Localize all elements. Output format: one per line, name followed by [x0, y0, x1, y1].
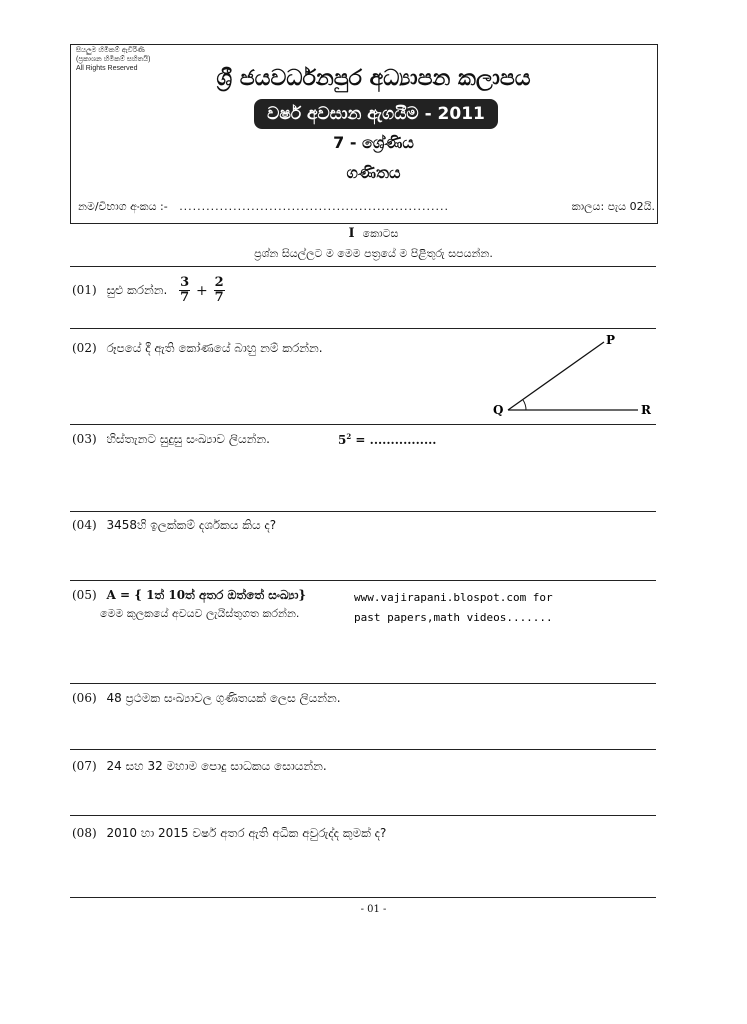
- website-line: past papers,math videos.......: [354, 611, 553, 624]
- question-06: [72, 691, 341, 706]
- exponent-power: 2: [346, 432, 352, 441]
- answer-line: [70, 424, 656, 425]
- question-number: (08): [72, 826, 97, 840]
- instruction-text: ප්‍රශ්න සියල්ලට ම මෙම පත්‍රයේ ම පිළිතුරු සපයන්න.: [254, 247, 493, 260]
- question-text: 24 සහ 32 මහාම පොදු සාධකය සොයන්න.: [106, 759, 327, 773]
- copyright-line: සියලුම හිමිකම් ඇවිරිණි: [76, 47, 145, 54]
- answer-line: [70, 749, 656, 750]
- website-note: [354, 588, 553, 628]
- question-03: [72, 432, 270, 447]
- question-text: A = { 1ත් 10ත් අතර ඔත්තේ සංඛ්‍යා}: [106, 588, 307, 602]
- question-number: (07): [72, 759, 97, 773]
- exponent-base: 5: [338, 433, 347, 447]
- question-05: [72, 588, 306, 603]
- answer-line: [70, 328, 656, 329]
- question-text: රූපයේ දී ඇති කෝණයේ බාහු නම් කරන්න.: [106, 341, 323, 355]
- question-text: සුළු කරන්න.: [106, 283, 168, 297]
- question-text: 2010 හා 2015 වර්ෂ අතර ඇති අධික අවුරුද්ද කුමක් ද?: [106, 826, 387, 840]
- org-title: ශ්‍රී ජයවර්ධනපුර අධ්‍යාපන කලාපය: [216, 66, 531, 91]
- question-text: හිස්තැනට සුදුසු සංඛ්‍යාව ලියන්න.: [106, 432, 270, 446]
- angle-arc: [523, 400, 526, 410]
- point-q-label: Q: [493, 403, 504, 417]
- angle-arm-qp: [508, 342, 604, 410]
- divider-line: [70, 266, 656, 267]
- question-subtext: මෙම කුලකයේ අවයව ලැයිස්තුගත කරන්න.: [100, 607, 300, 620]
- question-02: [72, 341, 323, 356]
- question-text: 48 ප්‍රථමක සංඛ්‍යාවල ගුණිතයක් ලෙස ලියන්න.: [106, 691, 341, 705]
- time-label: කාලය: පැය 02යි.: [571, 200, 655, 213]
- point-p-label: P: [606, 333, 616, 347]
- answer-line: [70, 580, 656, 581]
- question-number: (06): [72, 691, 97, 705]
- plus-operator: +: [196, 282, 208, 299]
- page-number: - 01 -: [360, 904, 387, 915]
- name-label: නම/විභාග අංකය :-: [78, 200, 168, 213]
- fraction: [179, 276, 190, 305]
- section-title: කොටස: [362, 227, 399, 240]
- section-heading: [0, 226, 747, 241]
- question-07: [72, 759, 327, 774]
- question-08: [72, 826, 386, 841]
- question-number: (03): [72, 432, 97, 446]
- answer-blank: = ................: [351, 433, 437, 447]
- exam-title-banner: වර්ෂ අවසාන ඇගයීම - 2011: [254, 99, 498, 129]
- exponent-answer: [338, 432, 437, 447]
- answer-line: [70, 511, 656, 512]
- fraction-numerator: 3: [180, 275, 190, 290]
- answer-line: [70, 815, 656, 816]
- question-04: [72, 518, 276, 533]
- copyright-line: All Rights Reserved: [76, 65, 138, 72]
- copyright-line: (ප්‍රකාශන හිමිකම් සහිතයි): [76, 56, 151, 63]
- angle-figure: [490, 330, 660, 422]
- question-number: (05): [72, 588, 97, 602]
- name-field-row: [78, 200, 449, 214]
- question-number: (02): [72, 341, 97, 355]
- point-r-label: R: [641, 403, 651, 417]
- answer-line: [70, 683, 656, 684]
- grade-label: 7 - ශ්‍රේණිය: [333, 133, 414, 152]
- question-number: (01): [72, 283, 97, 297]
- website-line: www.vajirapani.blospot.com for: [354, 591, 553, 604]
- fraction-denominator: 7: [180, 290, 190, 305]
- fraction-denominator: 7: [214, 290, 224, 305]
- name-dots: ............................................................: [179, 200, 449, 213]
- fraction-numerator: 2: [214, 275, 224, 290]
- question-01: [72, 276, 225, 305]
- subject-label: ගණිතය: [346, 163, 401, 182]
- answer-line: [70, 897, 656, 898]
- section-number: I: [348, 226, 355, 241]
- question-text: 3458හි ඉලක්කම් දර්ශකය කිය ද?: [106, 518, 277, 532]
- fraction: [214, 276, 225, 305]
- question-number: (04): [72, 518, 97, 532]
